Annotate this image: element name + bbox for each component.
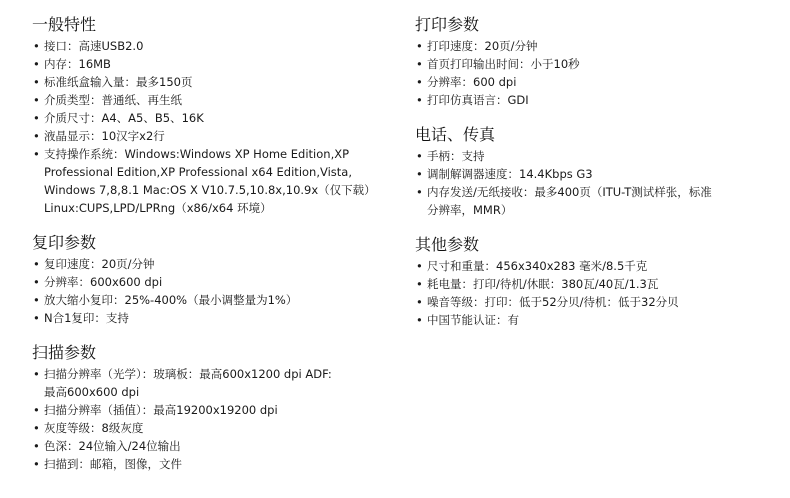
bullet-icon: • [416, 259, 423, 273]
spec-text: 尺寸和重量：456x340x283 毫米/8.5千克 [427, 259, 648, 273]
spec-item [415, 293, 785, 311]
spec-item [32, 273, 402, 291]
bullet-icon: • [33, 147, 40, 161]
bullet-icon: • [33, 129, 40, 143]
spec-text: 介质类型：普通纸、再生纸 [44, 93, 182, 107]
spec-text: 调制解调器速度：14.4Kbps G3 [427, 167, 593, 181]
spec-list [415, 257, 785, 329]
spec-text: 灰度等级：8级灰度 [44, 421, 144, 435]
bullet-icon: • [33, 275, 40, 289]
spec-text: 色深：24位输入/24位输出 [44, 439, 181, 453]
spec-item [32, 91, 402, 109]
bullet-icon: • [416, 149, 423, 163]
spec-item [32, 127, 402, 145]
spec-item [32, 109, 402, 127]
spec-text: 放大缩小复印：25%-400%（最小调整量为1%） [44, 293, 298, 307]
bullet-icon: • [416, 277, 423, 291]
spec-text: 中国节能认证：有 [427, 313, 519, 327]
bullet-icon: • [416, 75, 423, 89]
spec-text: 标准纸盒输入量：最多150页 [44, 75, 193, 89]
bullet-icon: • [33, 57, 40, 71]
spec-item [32, 73, 402, 91]
bullet-icon: • [33, 439, 40, 453]
bullet-icon: • [416, 39, 423, 53]
spec-text: 分辨率：600 dpi [427, 75, 517, 89]
spec-text: 介质尺寸：A4、A5、B5、16K [44, 111, 204, 125]
spec-text: 手柄：支持 [427, 149, 485, 163]
spec-item [32, 255, 402, 273]
spec-item [415, 275, 785, 293]
section-title: 打印参数 [415, 15, 480, 34]
spec-text: 噪音等级：打印：低于52分贝/待机：低于32分贝 [427, 295, 679, 309]
spec-item [32, 437, 402, 455]
bullet-icon: • [33, 293, 40, 307]
spec-item [415, 257, 785, 275]
bullet-icon: • [33, 39, 40, 53]
spec-list [32, 37, 402, 217]
spec-text: 扫描分辨率（光学）：玻璃板：最高600x1200 dpi ADF: 最高600x600 dpi [44, 367, 332, 399]
spec-list [415, 37, 785, 109]
spec-text: 支持操作系统：Windows:Windows XP Home Edition,XP Professional Edition,XP Professional x64 Edition,Vista, Windows 7,8,8.1 Mac:OS X V10.7.5,10.8x,10.9x（仅下载） Linux:CUPS,LPD/LPRng（x86/x64 环境） [44, 147, 376, 215]
right-column [415, 14, 785, 344]
spec-item [415, 91, 785, 109]
spec-item [415, 147, 785, 165]
bullet-icon: • [33, 111, 40, 125]
spec-text: 首页打印输出时间：小于10秒 [427, 57, 580, 71]
bullet-icon: • [33, 93, 40, 107]
spec-text: 复印速度：20页/分钟 [44, 257, 155, 271]
spec-text: 打印仿真语言：GDI [427, 93, 529, 107]
left-column [32, 14, 402, 488]
bullet-icon: • [33, 75, 40, 89]
section-title: 其他参数 [415, 235, 480, 254]
spec-item [415, 165, 785, 183]
bullet-icon: • [33, 457, 40, 471]
bullet-icon: • [416, 57, 423, 71]
spec-text: 液晶显示：10汉字x2行 [44, 129, 165, 143]
section-copy [32, 232, 402, 327]
bullet-icon: • [416, 295, 423, 309]
spec-text: 内存发送/无纸接收：最多400页（ITU-T测试样张，标准 分辨率，MMR） [427, 185, 712, 217]
section-title: 扫描参数 [32, 343, 97, 362]
section-title: 电话、传真 [415, 125, 496, 144]
spec-item [415, 311, 785, 329]
bullet-icon: • [33, 367, 40, 381]
bullet-icon: • [33, 311, 40, 325]
spec-text: 分辨率：600x600 dpi [44, 275, 163, 289]
spec-item [415, 37, 785, 55]
bullet-icon: • [416, 313, 423, 327]
bullet-icon: • [416, 93, 423, 107]
spec-text: 内存：16MB [44, 57, 111, 71]
section-title: 一般特性 [32, 15, 97, 34]
spec-text: 接口：高速USB2.0 [44, 39, 144, 53]
spec-item [32, 309, 402, 327]
section-general [32, 14, 402, 217]
spec-list [32, 255, 402, 327]
spec-item [32, 145, 402, 217]
bullet-icon: • [416, 185, 423, 199]
bullet-icon: • [33, 403, 40, 417]
spec-text: N合1复印：支持 [44, 311, 129, 325]
spec-text: 打印速度：20页/分钟 [427, 39, 538, 53]
section-print [415, 14, 785, 109]
spec-item [32, 365, 402, 401]
spec-text: 耗电量：打印/待机/休眠：380瓦/40瓦/1.3瓦 [427, 277, 659, 291]
spec-text: 扫描到：邮箱，图像，文件 [44, 457, 182, 471]
spec-item [32, 37, 402, 55]
spec-item [32, 455, 402, 473]
spec-item [32, 401, 402, 419]
section-title: 复印参数 [32, 233, 97, 252]
spec-item [415, 183, 785, 219]
bullet-icon: • [33, 421, 40, 435]
spec-item [32, 419, 402, 437]
section-fax [415, 124, 785, 219]
bullet-icon: • [416, 167, 423, 181]
spec-item [415, 55, 785, 73]
spec-item [415, 73, 785, 91]
spec-list [415, 147, 785, 219]
section-other [415, 234, 785, 329]
spec-item [32, 291, 402, 309]
spec-text: 扫描分辨率（插值）：最高19200x19200 dpi [44, 403, 278, 417]
bullet-icon: • [33, 257, 40, 271]
spec-item [32, 55, 402, 73]
section-scan [32, 342, 402, 473]
spec-list [32, 365, 402, 473]
